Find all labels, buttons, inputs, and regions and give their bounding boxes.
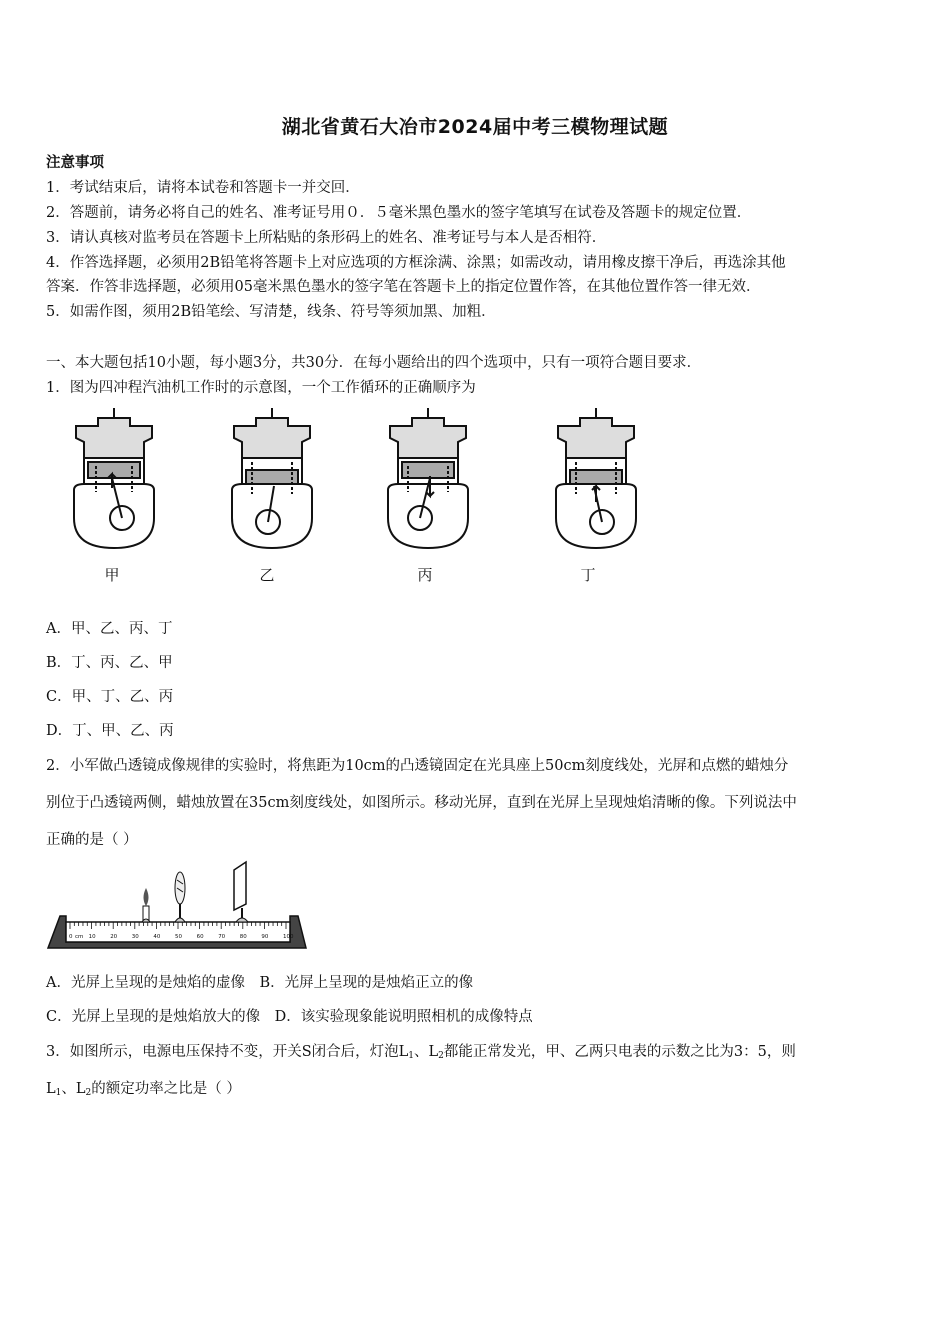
ruler-tick-label: 50	[175, 934, 182, 940]
q2-options-line: C．光屏上呈现的是烛焰放大的像 D．该实验现象能说明照相机的成像特点	[46, 1009, 533, 1025]
q3-text: L	[46, 1081, 56, 1097]
q3-text: 、L	[61, 1081, 86, 1097]
question-2-stem-line: 2．小军做凸透镜成像规律的实验时，将焦距为10cm的凸透镜固定在光具座上50cm刻度线处，光屏和点燃的蜡烛分	[46, 758, 789, 774]
candle	[142, 888, 150, 922]
question-2-stem-line: 别位于凸透镜两侧，蜡烛放置在35cm刻度线处，如图所示。移动光屏，直到在光屏上呈现烛焰清晰的像。下列说法中	[46, 795, 797, 811]
ruler-tick-label: 40	[153, 934, 161, 940]
notice-item: 3．请认真核对监考员在答题卡上所粘贴的条形码上的姓名、准考证号与本人是否相符．	[46, 230, 607, 246]
engine-diagram-bing	[378, 406, 478, 556]
question-2-stem-line: 正确的是（ ）	[46, 832, 138, 848]
engine-diagram-jia	[64, 406, 164, 556]
question-3-stem-line	[46, 1080, 241, 1102]
q2-options-line: A．光屏上呈现的是烛焰的虚像 B．光屏上呈现的是烛焰正立的像	[46, 975, 474, 991]
light-screen	[234, 862, 248, 922]
question-1-stem: 1．图为四冲程汽油机工作时的示意图，一个工作循环的正确顺序为	[46, 380, 476, 396]
notice-item: 2．答题前，请务必将自己的姓名、准考证号用０．５毫米黑色墨水的签字笔填写在试卷及答题卡的规定位置．	[46, 205, 752, 221]
notice-item: 1．考试结束后，请将本试卷和答题卡一并交回．	[46, 180, 360, 196]
optical-bench-diagram	[46, 858, 308, 954]
engine-label-yi: 乙	[259, 566, 275, 584]
ruler-tick-label: 0	[69, 934, 73, 940]
engine-label-bing: 丙	[417, 566, 433, 584]
ruler-tick-label: 60	[196, 934, 204, 940]
q3-text: 3．如图所示，电源电压保持不变，开关S闭合后，灯泡L	[46, 1044, 409, 1060]
q1-option-b: B．丁、丙、乙、甲	[46, 655, 173, 671]
engine-label-ding: 丁	[580, 566, 596, 584]
engine-diagram-yi	[222, 406, 322, 556]
page-title: 湖北省黄石大冶市2024届中考三模物理试题	[281, 116, 669, 138]
ruler-tick-label: 20	[110, 934, 118, 940]
engine-label-jia: 甲	[104, 566, 120, 584]
ruler-tick-label: 100	[283, 934, 294, 940]
ruler-tick-label: cm	[75, 934, 84, 940]
q1-option-a: A．甲、乙、丙、丁	[46, 621, 173, 637]
q3-subscript: 2	[85, 1088, 92, 1098]
ruler-tick-label: 80	[239, 934, 247, 940]
section-heading: 一、本大题包括10小题，每小题3分，共30分．在每小题给出的四个选项中，只有一项符合题目要求．	[46, 355, 702, 371]
q1-option-d: D．丁、甲、乙、丙	[46, 723, 174, 739]
notice-heading: 注意事项	[46, 154, 104, 171]
ruler-tick-label: 90	[261, 934, 269, 940]
q3-subscript: 1	[408, 1051, 415, 1061]
ruler-tick-label: 30	[131, 934, 139, 940]
convex-lens	[175, 872, 185, 922]
engine-diagram-ding	[546, 406, 646, 556]
q3-text: 、L	[414, 1044, 439, 1060]
q3-subscript: 1	[55, 1088, 62, 1098]
notice-item: 4．作答选择题，必须用2B铅笔将答题卡上对应选项的方框涂满、涂黑；如需改动，请用橡皮擦干净后，再选涂其他	[46, 255, 786, 271]
q3-text: 的额定功率之比是（ ）	[91, 1081, 241, 1097]
q3-text: 都能正常发光，甲、乙两只电表的示数之比为3：5，则	[443, 1044, 796, 1060]
q1-option-c: C．甲、丁、乙、丙	[46, 689, 174, 705]
ruler-tick-label: 70	[218, 934, 226, 940]
notice-item: 答案．作答非选择题，必须用05毫米黑色墨水的签字笔在答题卡上的指定位置作答，在其他位置作答一律无效．	[46, 279, 761, 295]
ruler-tick-label: 10	[88, 934, 96, 940]
question-3-stem-line	[46, 1043, 796, 1065]
q3-subscript: 2	[438, 1051, 444, 1061]
notice-item: 5．如需作图，须用2B铅笔绘、写清楚，线条、符号等须加黑、加粗．	[46, 304, 496, 320]
